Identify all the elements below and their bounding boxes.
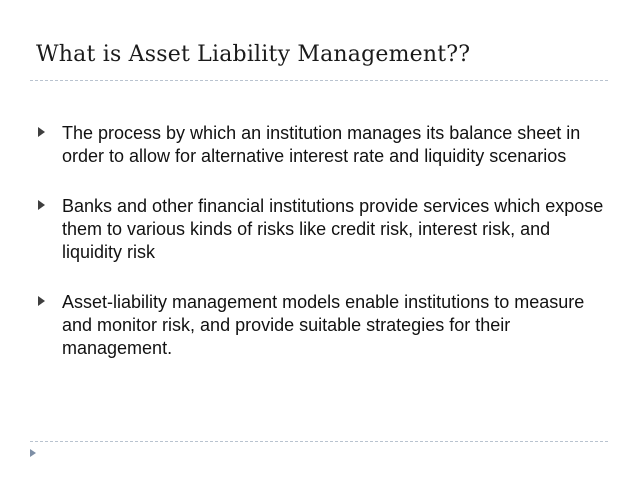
- bullet-item: [36, 291, 606, 360]
- bullet-item: [36, 122, 606, 168]
- bullet-text: The process by which an institution manages its balance sheet in order to allow for alternative interest rate and liquidity scenarios: [62, 123, 581, 166]
- bullet-item: [36, 195, 606, 264]
- triangle-bullet-icon: [38, 127, 45, 137]
- footer-divider: [30, 441, 608, 442]
- triangle-bullet-icon: [38, 200, 45, 210]
- bullet-text: Banks and other financial institutions provide services which expose them to various kinds of risks like credit risk, interest risk, and liquidity risk: [62, 196, 604, 262]
- chevron-right-icon: [30, 449, 36, 457]
- bullet-list: [36, 122, 606, 387]
- triangle-bullet-icon: [38, 296, 45, 306]
- bullet-text: Asset-liability management models enable institutions to measure and monitor risk, and provide suitable strategies for their management.: [62, 292, 585, 358]
- slide-title: What is Asset Liability Management??: [36, 42, 471, 67]
- title-divider: [30, 80, 608, 81]
